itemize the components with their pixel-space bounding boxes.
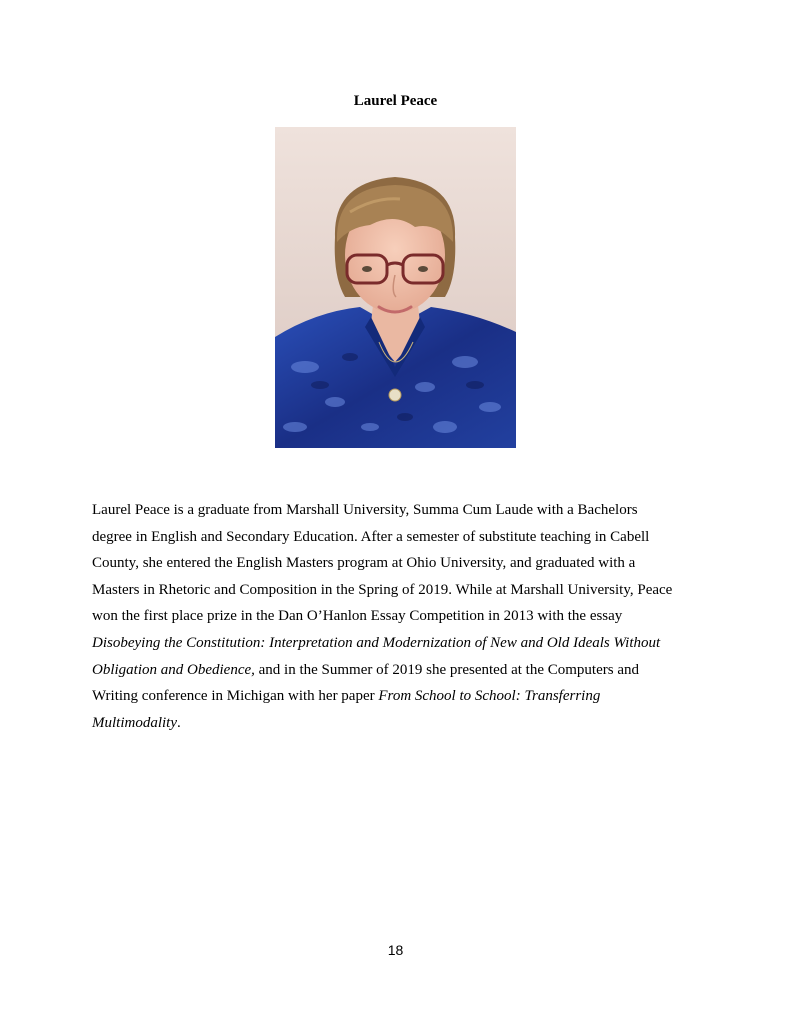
page-title: Laurel Peace	[353, 93, 438, 109]
portrait-photo	[275, 127, 516, 448]
page-number: 18	[387, 942, 404, 958]
bio-italic-text: Obligation and Obedience,	[92, 661, 255, 678]
bio-text: .	[177, 714, 181, 731]
bio-line	[92, 524, 702, 551]
bio-italic-text: From School to School: Transferring	[378, 688, 601, 705]
bio-text: County, she entered the English Masters program at Ohio University, and graduated with a	[92, 555, 636, 572]
bio-line	[92, 497, 702, 524]
bio-text: degree in English and Secondary Education. After a semester of substitute teaching in Cabell	[92, 528, 650, 545]
bio-line	[92, 577, 702, 604]
bio-line	[92, 683, 702, 710]
bio-line	[92, 630, 702, 657]
bio-line	[92, 710, 702, 737]
bio-text: Laurel Peace is a graduate from Marshall University, Summa Cum Laude with a Bachelors	[92, 502, 638, 518]
bio-text: Masters in Rhetoric and Composition in the Spring of 2019. While at Marshall University, Peace	[92, 581, 673, 598]
bio-italic-text: Multimodality	[92, 714, 177, 731]
bio-line	[92, 657, 702, 684]
bio-text: Writing conference in Michigan with her paper	[92, 688, 379, 705]
bio-line	[92, 550, 702, 577]
bio-line	[92, 603, 702, 630]
bio-paragraph	[92, 497, 702, 736]
bio-italic-text: Disobeying the Constitution: Interpretation and Modernization of New and Old Ideals Without	[92, 634, 661, 651]
bio-text: won the first place prize in the Dan O’Hanlon Essay Competition in 2013 with the essay	[92, 608, 623, 625]
bio-text: and in the Summer of 2019 she presented at the Computers and	[254, 661, 639, 678]
